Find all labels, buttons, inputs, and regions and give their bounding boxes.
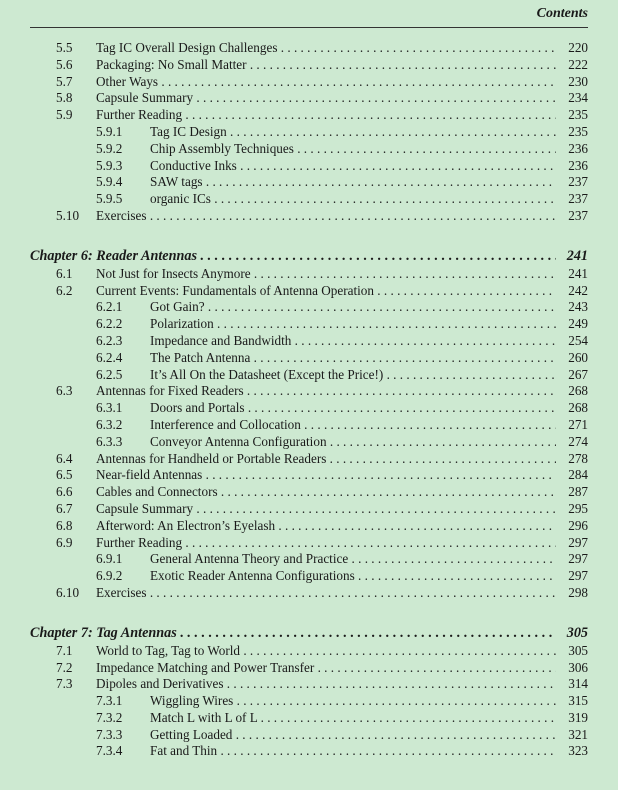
- entry-title: Near-field Antennas . . .: [96, 467, 556, 484]
- entry-title: General Antenna Theory and Practice . . .: [150, 551, 556, 568]
- entry-title: Tag IC Overall Design Challenges . . .: [96, 40, 556, 57]
- entry-number: 6.10: [56, 584, 80, 600]
- entry-number: 6.9.2: [96, 568, 123, 584]
- entry-page-number: 319: [568, 709, 588, 725]
- entry-number: 7.2: [56, 659, 73, 675]
- toc-section-entry[interactable]: [30, 518, 588, 535]
- entry-title: Exercises . . .: [96, 585, 556, 602]
- entry-page-number: 222: [568, 56, 588, 72]
- toc-subsection-entry[interactable]: [30, 174, 588, 191]
- entry-page-number: 260: [568, 349, 588, 365]
- entry-number: 6.5: [56, 467, 73, 483]
- entry-title: Getting Loaded . . .: [150, 727, 556, 744]
- entry-page-number: 234: [568, 90, 588, 106]
- toc-section-entry[interactable]: [30, 535, 588, 552]
- entry-title: organic ICs . . .: [150, 191, 556, 208]
- entry-number: 5.7: [56, 73, 73, 89]
- entry-title: Tag IC Design . . .: [150, 124, 556, 141]
- entry-number: 7.1: [56, 642, 73, 658]
- entry-number: 5.10: [56, 207, 80, 223]
- entry-number: 6.6: [56, 484, 73, 500]
- entry-page-number: 298: [568, 584, 588, 600]
- toc-subsection-entry[interactable]: [30, 191, 588, 208]
- toc-section-entry[interactable]: [30, 40, 588, 57]
- entry-page-number: 306: [568, 659, 588, 675]
- entry-page-number: 237: [568, 174, 588, 190]
- entry-title: Interference and Collocation . . .: [150, 417, 556, 434]
- entry-number: 5.9.3: [96, 157, 123, 173]
- entry-title: Antennas for Handheld or Portable Readers . . .: [96, 451, 556, 468]
- entry-page-number: 249: [568, 316, 588, 332]
- chapter-page-number: 241: [566, 247, 588, 264]
- toc-section-entry[interactable]: [30, 57, 588, 74]
- toc-subsection-entry[interactable]: [30, 158, 588, 175]
- toc-subsection-entry[interactable]: [30, 551, 588, 568]
- entry-title: Impedance Matching and Power Transfer . . .: [96, 660, 556, 677]
- running-head: Contents: [536, 6, 588, 21]
- entry-title: Not Just for Insects Anymore . . .: [96, 266, 556, 283]
- toc-section-entry[interactable]: [30, 283, 588, 300]
- entry-title: Antennas for Fixed Readers . . .: [96, 383, 556, 400]
- entry-title: Afterword: An Electron’s Eyelash . . .: [96, 518, 556, 535]
- toc-subsection-entry[interactable]: [30, 710, 588, 727]
- chapter-title: Chapter 6: Reader Antennas . . .: [30, 246, 556, 266]
- entry-number: 6.3.3: [96, 433, 123, 449]
- entry-number: 6.3.1: [96, 400, 123, 416]
- entry-page-number: 321: [568, 726, 588, 742]
- toc-section-entry[interactable]: [30, 90, 588, 107]
- entry-page-number: 295: [568, 500, 588, 516]
- entry-page-number: 297: [568, 551, 588, 567]
- entry-title: Doors and Portals . . .: [150, 400, 556, 417]
- toc-section-entry[interactable]: [30, 451, 588, 468]
- entry-title: Conductive Inks . . .: [150, 158, 556, 175]
- entry-title: Further Reading . . .: [96, 535, 556, 552]
- entry-page-number: 284: [568, 467, 588, 483]
- entry-title: Match L with L of L . . .: [150, 710, 556, 727]
- toc-section-entry[interactable]: [30, 484, 588, 501]
- entry-number: 7.3.1: [96, 693, 123, 709]
- entry-number: 7.3.3: [96, 726, 123, 742]
- entry-number: 6.1: [56, 265, 73, 281]
- entry-title: Other Ways . . .: [96, 74, 556, 91]
- entry-number: 6.2.4: [96, 349, 123, 365]
- entry-page-number: 230: [568, 73, 588, 89]
- table-of-contents: [30, 40, 588, 760]
- entry-number: 6.2.3: [96, 332, 123, 348]
- entry-page-number: 220: [568, 40, 588, 55]
- toc-subsection-entry[interactable]: [30, 316, 588, 333]
- entry-title: Polarization . . .: [150, 316, 556, 333]
- toc-subsection-entry[interactable]: [30, 693, 588, 710]
- toc-section-entry[interactable]: [30, 383, 588, 400]
- entry-title: Fat and Thin . . .: [150, 743, 556, 760]
- entry-page-number: 243: [568, 299, 588, 315]
- entry-title: Current Events: Fundamentals of Antenna Operation . . .: [96, 283, 556, 300]
- entry-title: Conveyor Antenna Configuration . . .: [150, 434, 556, 451]
- entry-number: 6.3: [56, 383, 73, 399]
- entry-title: Capsule Summary . . .: [96, 90, 556, 107]
- chapter-spacer: [30, 602, 588, 623]
- toc-subsection-entry[interactable]: [30, 124, 588, 141]
- toc-section-entry[interactable]: [30, 501, 588, 518]
- entry-title: SAW tags . . .: [150, 174, 556, 191]
- entry-title: Further Reading . . .: [96, 107, 556, 124]
- entry-number: 6.7: [56, 500, 73, 516]
- chapter-title: Chapter 7: Tag Antennas . . .: [30, 623, 556, 643]
- toc-subsection-entry[interactable]: [30, 367, 588, 384]
- entry-page-number: 296: [568, 517, 588, 533]
- chapter-heading[interactable]: [30, 246, 588, 266]
- toc-section-entry[interactable]: [30, 585, 588, 602]
- entry-number: 7.3.4: [96, 743, 123, 759]
- entry-number: 5.5: [56, 40, 73, 55]
- toc-subsection-entry[interactable]: [30, 141, 588, 158]
- entry-page-number: 268: [568, 383, 588, 399]
- entry-page-number: 235: [568, 107, 588, 123]
- entry-page-number: 236: [568, 157, 588, 173]
- toc-subsection-entry[interactable]: [30, 568, 588, 585]
- chapter-page-number: 305: [566, 624, 588, 641]
- entry-page-number: 297: [568, 534, 588, 550]
- toc-section-entry[interactable]: [30, 660, 588, 677]
- entry-number: 6.8: [56, 517, 73, 533]
- entry-number: 5.9.4: [96, 174, 123, 190]
- entry-number: 6.2.2: [96, 316, 123, 332]
- entry-page-number: 278: [568, 450, 588, 466]
- entry-number: 6.9: [56, 534, 73, 550]
- entry-page-number: 305: [568, 642, 588, 658]
- entry-number: 6.9.1: [96, 551, 123, 567]
- toc-section-entry[interactable]: [30, 74, 588, 91]
- entry-title: It’s All On the Datasheet (Except the Price!) . . .: [150, 367, 556, 384]
- entry-page-number: 242: [568, 282, 588, 298]
- entry-page-number: 254: [568, 332, 588, 348]
- entry-number: 7.3.2: [96, 709, 123, 725]
- entry-title: Cables and Connectors . . .: [96, 484, 556, 501]
- entry-title: Capsule Summary . . .: [96, 501, 556, 518]
- entry-title: Chip Assembly Techniques . . .: [150, 141, 556, 158]
- toc-section-entry[interactable]: [30, 643, 588, 660]
- entry-number: 5.9.5: [96, 191, 123, 207]
- entry-number: 5.9.2: [96, 140, 123, 156]
- toc-subsection-entry[interactable]: [30, 333, 588, 350]
- entry-number: 6.2.1: [96, 299, 123, 315]
- toc-section-entry[interactable]: [30, 266, 588, 283]
- toc-subsection-entry[interactable]: [30, 743, 588, 760]
- entry-number: 7.3: [56, 676, 73, 692]
- entry-title: Wiggling Wires . . .: [150, 693, 556, 710]
- entry-page-number: 268: [568, 400, 588, 416]
- toc-subsection-entry[interactable]: [30, 400, 588, 417]
- entry-page-number: 237: [568, 207, 588, 223]
- entry-title: Impedance and Bandwidth . . .: [150, 333, 556, 350]
- entry-page-number: 235: [568, 123, 588, 139]
- toc-subsection-entry[interactable]: [30, 434, 588, 451]
- entry-number: 5.9: [56, 107, 73, 123]
- entry-number: 6.2: [56, 282, 73, 298]
- toc-section-entry[interactable]: [30, 208, 588, 225]
- toc-subsection-entry[interactable]: [30, 350, 588, 367]
- entry-number: 5.9.1: [96, 123, 123, 139]
- entry-page-number: 267: [568, 366, 588, 382]
- entry-page-number: 271: [568, 416, 588, 432]
- entry-number: 6.3.2: [96, 416, 123, 432]
- toc-subsection-entry[interactable]: [30, 417, 588, 434]
- entry-number: 6.4: [56, 450, 73, 466]
- header-rule: [30, 27, 588, 28]
- chapter-heading[interactable]: [30, 623, 588, 643]
- entry-page-number: 323: [568, 743, 588, 759]
- entry-title: Exotic Reader Antenna Configurations . . .: [150, 568, 556, 585]
- entry-number: 6.2.5: [96, 366, 123, 382]
- entry-number: 5.8: [56, 90, 73, 106]
- entry-title: Exercises . . .: [96, 208, 556, 225]
- toc-section-entry[interactable]: [30, 467, 588, 484]
- entry-title: The Patch Antenna . . .: [150, 350, 556, 367]
- toc-subsection-entry[interactable]: [30, 299, 588, 316]
- entry-page-number: 314: [568, 676, 588, 692]
- toc-section-entry[interactable]: [30, 107, 588, 124]
- entry-page-number: 287: [568, 484, 588, 500]
- entry-page-number: 237: [568, 191, 588, 207]
- entry-title: World to Tag, Tag to World . . .: [96, 643, 556, 660]
- entry-page-number: 315: [568, 693, 588, 709]
- entry-title: Packaging: No Small Matter . . .: [96, 57, 556, 74]
- entry-number: 5.6: [56, 56, 73, 72]
- toc-subsection-entry[interactable]: [30, 727, 588, 744]
- entry-page-number: 241: [568, 265, 588, 281]
- entry-title: Dipoles and Derivatives . . .: [96, 676, 556, 693]
- toc-section-entry[interactable]: [30, 676, 588, 693]
- chapter-spacer: [30, 225, 588, 246]
- entry-page-number: 236: [568, 140, 588, 156]
- entry-page-number: 274: [568, 433, 588, 449]
- entry-page-number: 297: [568, 568, 588, 584]
- entry-title: Got Gain? . . .: [150, 299, 556, 316]
